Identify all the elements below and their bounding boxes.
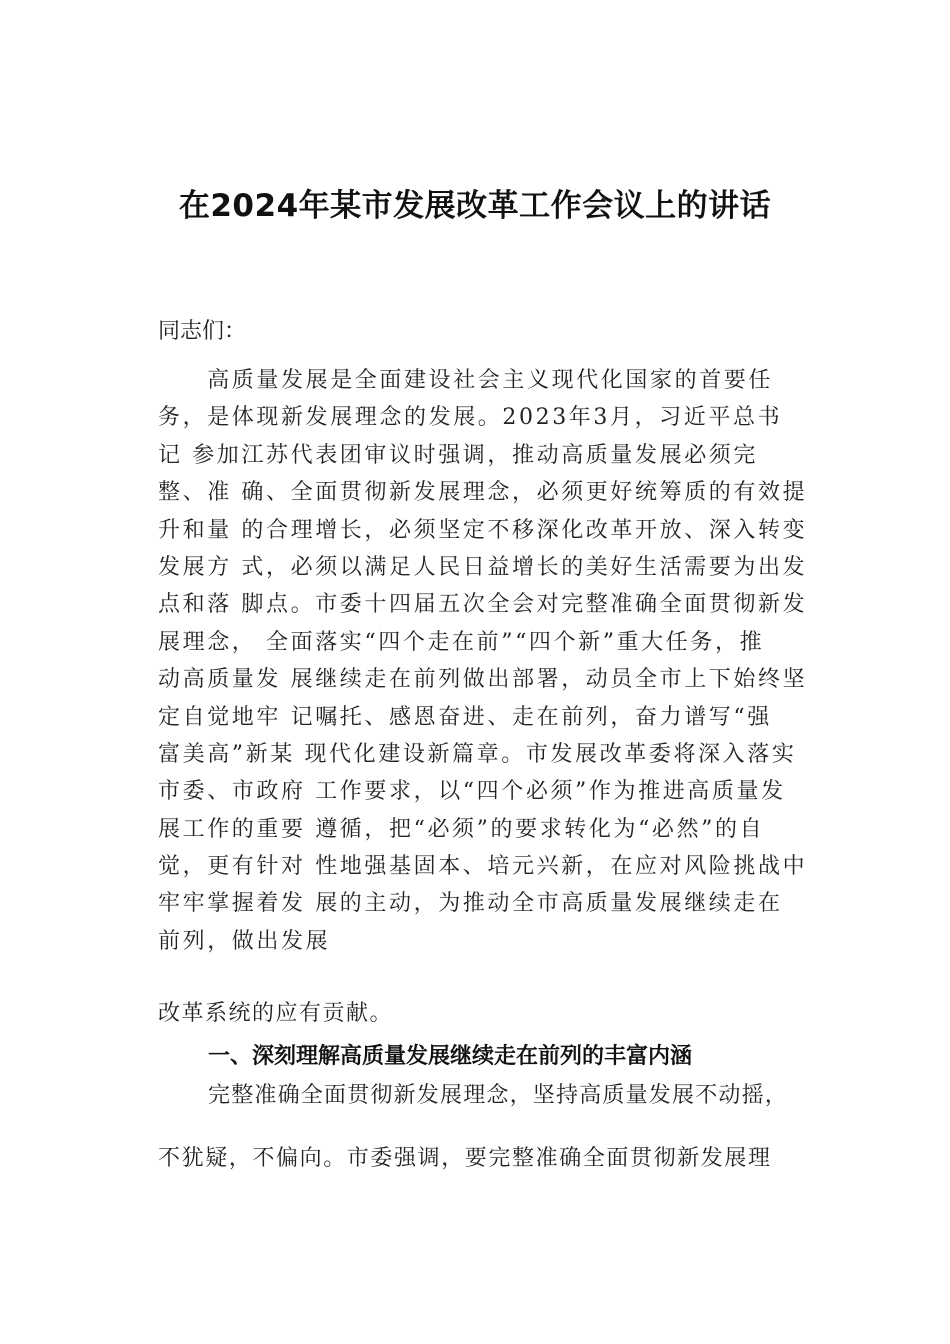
paragraph-line: 发展方 式，必须以满足人民日益增长的美好生活需要为出发 [158, 554, 808, 580]
paragraph-line: 高质量发展是全面建设社会主义现代化国家的首要任 [158, 368, 774, 393]
paragraph-line: 展理念， 全面落实“四个走在前”“四个新”重大任务，推 [158, 629, 765, 655]
paragraph-line: 觉，更有针对 性地强基固本、培元兴新，在应对风险挑战中 [158, 854, 808, 880]
paragraph-line: 富美高”新某 现代化建设新篇章。市发展改革委将深入落实 [158, 741, 797, 767]
paragraph-1-tail: 改革系统的应有贡献。 [158, 1001, 394, 1026]
paragraph-line: 动高质量发 展继续走在前列做出部署，动员全市上下始终坚 [158, 667, 808, 693]
paragraph-line: 记 参加江苏代表团审议时强调，推动高质量发展必须完 [158, 442, 758, 468]
salutation: 同志们： [158, 319, 247, 344]
document-title: 在2024年某市发展改革工作会议上的讲话 [178, 188, 772, 224]
paragraph-line: 定自觉地牢 记嘱托、感恩奋进、走在前列，奋力谱写“强 [158, 704, 772, 730]
paragraph-line: 前列，做出发展 [158, 928, 331, 954]
paragraph-line: 牢牢掌握着发 展的主动，为推动全市高质量发展继续走在 [158, 891, 783, 917]
paragraph-line: 升和量 的合理增长，必须坚定不移深化改革开放、深入转变 [158, 517, 808, 543]
paragraph-line: 点和落 脚点。市委十四届五次全会对完整准确全面贯彻新发 [158, 592, 808, 618]
paragraph-line: 务，是体现新发展理念的发展。2023年3月，习近平总书 [158, 405, 783, 431]
paragraph-line: 展工作的重要 遵循，把“必须”的要求转化为“必然”的自 [158, 816, 765, 842]
paragraph-2-line-1: 完整准确全面贯彻新发展理念，坚持高质量发展不动摇， [208, 1083, 789, 1108]
paragraph-1 [158, 362, 838, 960]
paragraph-line: 市委、市政府 工作要求，以“四个必须”作为推进高质量发 [158, 779, 786, 805]
paragraph-line: 整、准 确、全面贯彻新发展理念，必须更好统筹质的有效提 [158, 480, 808, 506]
paragraph-2-line-2: 不犹疑，不偏向。市委强调，要完整准确全面贯彻新发展理 [158, 1146, 772, 1171]
section-heading: 一、深刻理解高质量发展继续走在前列的丰富内涵 [208, 1044, 693, 1069]
